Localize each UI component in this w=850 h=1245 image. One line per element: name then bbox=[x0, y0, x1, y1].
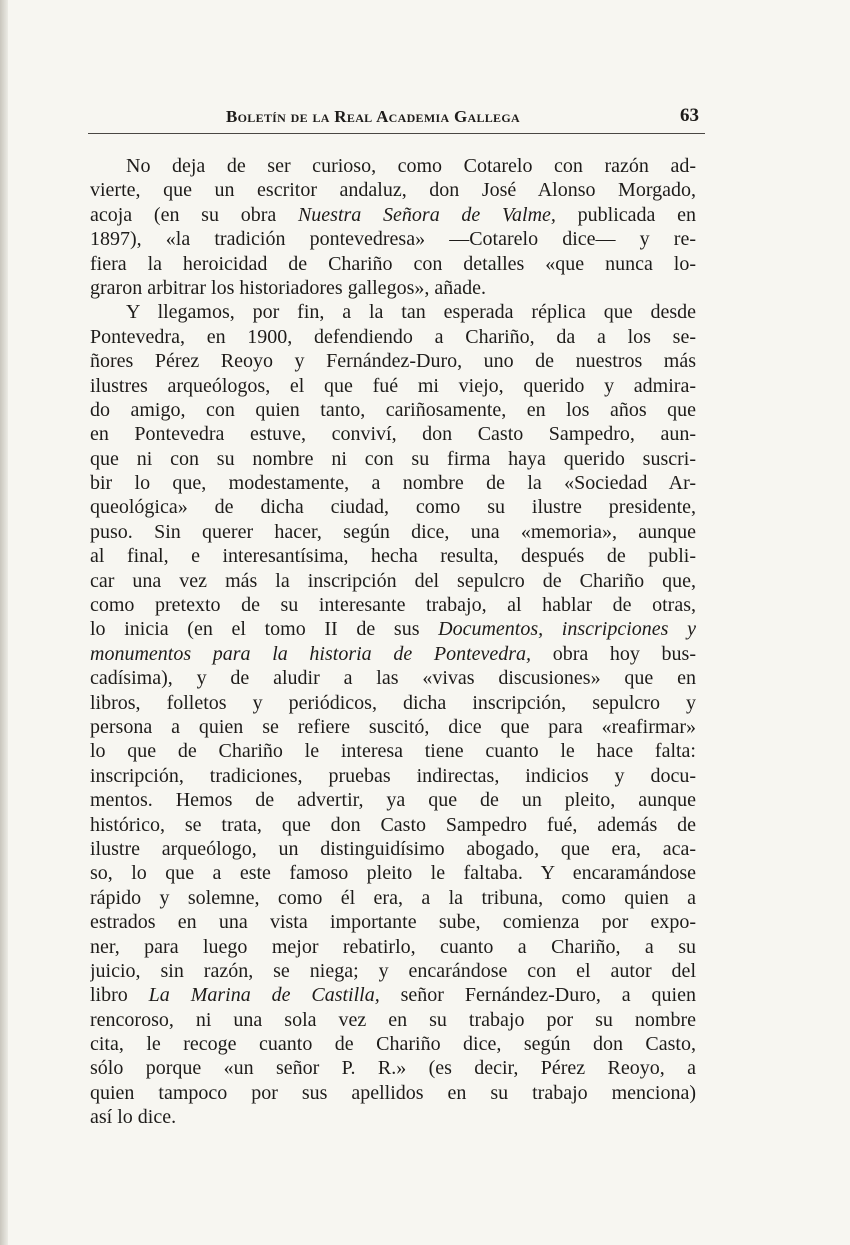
text-line: ilustre arqueólogo, un distinguidísimo abogado, que era, aca- bbox=[90, 837, 696, 860]
text-line: so, lo que a este famoso pleito le faltaba. Y encaramándose bbox=[90, 862, 696, 885]
text-segment: lo inicia (en el tomo II de sus bbox=[90, 618, 439, 641]
running-title: Boletín de la Real Academia Gallega bbox=[226, 107, 520, 126]
text-line: ner, para luego mejor rebatirlo, cuanto a Chariño, a su bbox=[90, 935, 696, 958]
text-line: cita, le recoge cuanto de Chariño dice, según don Casto, bbox=[90, 1033, 696, 1056]
text-line: histórico, se trata, que don Casto Sampedro fué, además de bbox=[90, 813, 696, 836]
book-title: La Marina de Castilla, bbox=[148, 984, 380, 1007]
text-line: Y llegamos, por fin, a la tan esperada réplica que desde bbox=[126, 301, 696, 324]
text-line: quien tampoco por sus apellidos en su trabajo menciona) bbox=[90, 1081, 696, 1104]
text-line: ilustres arqueólogos, el que fué mi viejo, querido y admira- bbox=[90, 374, 696, 397]
text-line bbox=[90, 617, 696, 641]
text-segment: libro bbox=[90, 984, 149, 1007]
text-line: graron arbitrar los historiadores gallegos», añade. bbox=[90, 276, 486, 299]
text-line: vierte, que un escritor andaluz, don José Alonso Morgado, bbox=[90, 179, 696, 202]
text-segment: señor Fernández-Duro, a quien bbox=[379, 984, 696, 1007]
text-line: así lo dice. bbox=[90, 1106, 177, 1129]
header-rule bbox=[88, 133, 705, 134]
text-line: juicio, sin razón, se niega; y encarándose con el autor del bbox=[90, 959, 696, 982]
book-title: Documentos, inscripciones y bbox=[438, 618, 696, 641]
text-line: estrados en una vista importante sube, comienza por expo- bbox=[90, 911, 696, 934]
text-segment: publicada en bbox=[555, 203, 696, 226]
text-line: mentos. Hemos de advertir, ya que de un pleito, aunque bbox=[90, 789, 696, 812]
text-line: lo que de Chariño le interesa tiene cuanto le hace falta: bbox=[90, 740, 696, 763]
text-line: fiera la heroicidad de Chariño con detalles «que nunca lo- bbox=[90, 252, 696, 275]
text-line: sólo porque «un señor P. R.» (es decir, Pérez Reoyo, a bbox=[90, 1057, 696, 1080]
text-line: rencoroso, ni una sola vez en su trabajo por su nombre bbox=[90, 1008, 696, 1031]
text-line: do amigo, con quien tanto, cariñosamente, en los años que bbox=[90, 398, 696, 421]
text-line: persona a quien se refiere suscitó, dice que para «reafirmar» bbox=[90, 715, 696, 738]
text-line: puso. Sin querer hacer, según dice, una «memoria», aunque bbox=[90, 520, 696, 543]
text-line: como pretexto de su interesante trabajo, al hablar de otras, bbox=[90, 594, 696, 617]
text-line: libros, folletos y periódicos, dicha inscripción, sepulcro y bbox=[90, 691, 696, 714]
text-line: inscripción, tradiciones, pruebas indirectas, indicios y docu- bbox=[90, 764, 696, 787]
text-segment: obra hoy bus- bbox=[531, 642, 696, 665]
text-line bbox=[90, 642, 696, 666]
text-line: cadísima), y de aludir a las «vivas discusiones» que en bbox=[90, 667, 696, 690]
text-line: en Pontevedra estuve, conviví, don Casto Sampedro, aun- bbox=[90, 423, 696, 446]
text-line bbox=[90, 203, 696, 227]
page-header bbox=[88, 103, 705, 135]
book-title: monumentos para la historia de Pontevedra, bbox=[90, 642, 532, 665]
book-title: Nuestra Señora de Valme, bbox=[297, 203, 556, 226]
text-line: al final, e interesantísima, hecha resulta, después de publi- bbox=[90, 545, 696, 568]
text-line bbox=[90, 983, 696, 1007]
text-line: bir lo que, modestamente, a nombre de la «Sociedad Ar- bbox=[90, 472, 696, 495]
text-segment: acoja (en su obra bbox=[90, 203, 298, 226]
text-line: No deja de ser curioso, como Cotarelo con razón ad- bbox=[126, 155, 696, 177]
text-line: queológica» de dicha ciudad, como su ilustre presidente, bbox=[90, 496, 696, 519]
scan-edge-shadow bbox=[0, 0, 8, 1245]
text-line: ñores Pérez Reoyo y Fernández-Duro, uno de nuestros más bbox=[90, 350, 696, 373]
page-number: 63 bbox=[680, 105, 699, 126]
text-line: Pontevedra, en 1900, defendiendo a Chariño, da a los se- bbox=[90, 325, 696, 348]
text-line: 1897), «la tradición pontevedresa» —Cotarelo dice— y re- bbox=[90, 228, 696, 251]
text-line: car una vez más la inscripción del sepulcro de Chariño que, bbox=[90, 569, 696, 592]
text-line: que ni con su nombre ni con su firma haya querido suscri- bbox=[90, 447, 696, 470]
body-text bbox=[90, 154, 696, 1130]
text-line: rápido y solemne, como él era, a la tribuna, como quien a bbox=[90, 886, 696, 909]
